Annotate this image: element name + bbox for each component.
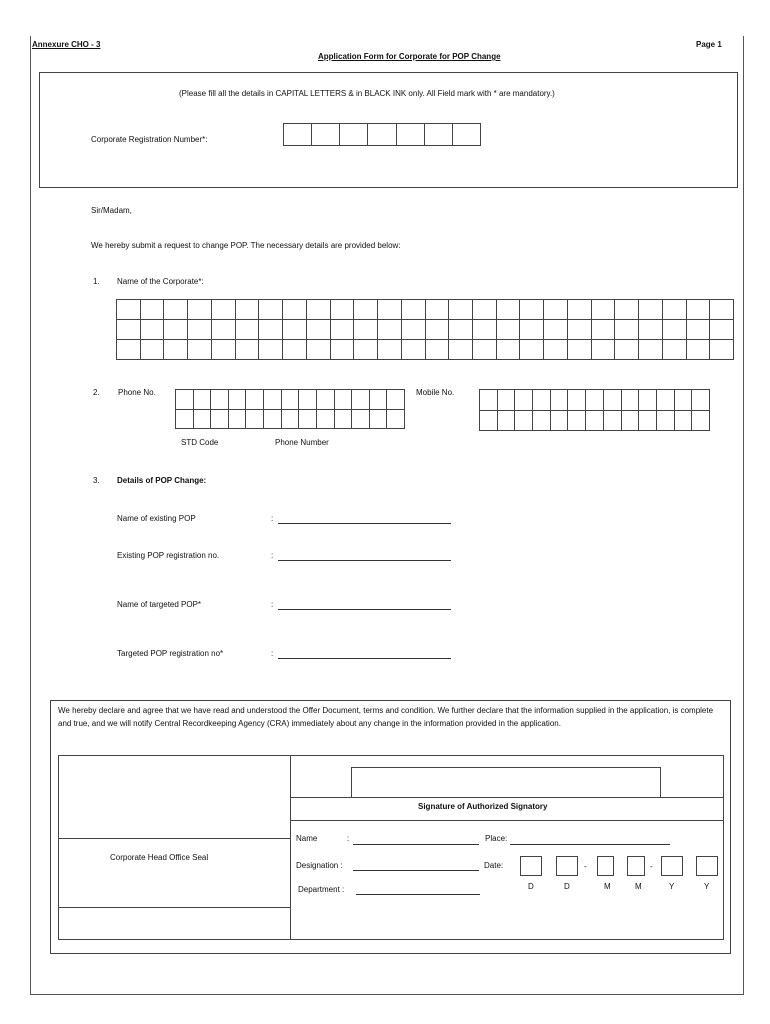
section1-label: Name of the Corporate*: xyxy=(117,277,204,286)
mobile-cell[interactable] xyxy=(551,411,569,432)
date-letter-m2: M xyxy=(635,882,642,891)
corporate-name-cell[interactable] xyxy=(188,300,212,320)
corporate-name-cell[interactable] xyxy=(236,300,260,320)
corporate-name-cell[interactable] xyxy=(402,320,426,340)
corporate-name-cell[interactable] xyxy=(520,300,544,320)
mobile-number-grid[interactable] xyxy=(479,389,710,431)
mobile-cell[interactable] xyxy=(692,390,710,411)
phone-cell[interactable] xyxy=(176,410,194,430)
corporate-name-cell[interactable] xyxy=(117,320,141,340)
corporate-name-cell[interactable] xyxy=(449,320,473,340)
std-code-label: STD Code xyxy=(181,438,219,447)
corporate-name-cell[interactable] xyxy=(164,320,188,340)
corporate-name-cell[interactable] xyxy=(378,320,402,340)
corporate-name-cell[interactable] xyxy=(259,340,283,360)
date-year-box-2[interactable] xyxy=(696,856,718,876)
corporate-name-cell[interactable] xyxy=(426,320,450,340)
mobile-cell[interactable] xyxy=(639,411,657,432)
corporate-name-cell[interactable] xyxy=(520,320,544,340)
phone-number-grid[interactable] xyxy=(175,389,405,429)
phone-cell[interactable] xyxy=(352,390,370,410)
corporate-name-cell[interactable] xyxy=(307,300,331,320)
date-letter-y1: Y xyxy=(669,882,675,891)
phone-number-label: Phone Number xyxy=(275,438,329,447)
targeted-pop-name-input[interactable] xyxy=(278,601,451,610)
phone-cell[interactable] xyxy=(335,410,353,430)
corporate-name-cell[interactable] xyxy=(568,300,592,320)
corporate-name-cell[interactable] xyxy=(449,300,473,320)
field-separator: : xyxy=(271,600,274,609)
corporate-name-cell[interactable] xyxy=(544,320,568,340)
corporate-name-cell[interactable] xyxy=(283,320,307,340)
corporate-name-cell[interactable] xyxy=(687,300,711,320)
corporate-name-cell[interactable] xyxy=(378,300,402,320)
phone-cell[interactable] xyxy=(370,390,388,410)
corporate-name-cell[interactable] xyxy=(687,320,711,340)
instructions-text: (Please fill all the details in CAPITAL LETTERS & in BLACK INK only. All Field mark with * are mandatory.) xyxy=(179,89,555,98)
corporate-name-cell[interactable] xyxy=(164,340,188,360)
intro-text: We hereby submit a request to change POP. The necessary details are provided below: xyxy=(91,241,401,250)
corporate-name-cell[interactable] xyxy=(212,300,236,320)
corporate-name-cell[interactable] xyxy=(141,320,165,340)
existing-pop-name-label: Name of existing POP xyxy=(117,514,196,523)
corporate-name-cell[interactable] xyxy=(687,340,711,360)
corporate-name-cell[interactable] xyxy=(212,340,236,360)
corporate-name-cell[interactable] xyxy=(307,340,331,360)
declaration-text: We hereby declare and agree that we have read and understood the Offer Document, terms and condition. We further declare that the information supplied in the application, is complete and true, and we will notify Central Recordkeeping Agency (CRA) immediately about any change in the information provided in the application. xyxy=(58,706,714,728)
phone-cell[interactable] xyxy=(299,390,317,410)
corporate-name-cell[interactable] xyxy=(378,340,402,360)
section2-number: 2. xyxy=(93,388,100,397)
existing-pop-name-input[interactable] xyxy=(278,515,451,524)
mobile-cell[interactable] xyxy=(675,411,693,432)
designation-label: Designation : xyxy=(296,861,343,870)
registration-cell[interactable] xyxy=(453,124,481,146)
mobile-cell[interactable] xyxy=(551,390,569,411)
corporate-name-cell[interactable] xyxy=(473,340,497,360)
mobile-cell[interactable] xyxy=(622,411,640,432)
mobile-cell[interactable] xyxy=(586,411,604,432)
corporate-name-cell[interactable] xyxy=(236,320,260,340)
corporate-name-cell[interactable] xyxy=(426,340,450,360)
corporate-name-cell[interactable] xyxy=(663,320,687,340)
phone-cell[interactable] xyxy=(229,410,247,430)
corporate-name-cell[interactable] xyxy=(615,320,639,340)
corporate-name-cell[interactable] xyxy=(568,320,592,340)
corporate-name-cell[interactable] xyxy=(473,300,497,320)
corporate-name-cell[interactable] xyxy=(164,300,188,320)
phone-cell[interactable] xyxy=(264,410,282,430)
mobile-cell[interactable] xyxy=(480,411,498,432)
corporate-name-cell[interactable] xyxy=(615,340,639,360)
mobile-cell[interactable] xyxy=(622,390,640,411)
date-letter-d1: D xyxy=(528,882,534,891)
phone-cell[interactable] xyxy=(282,410,300,430)
corporate-name-cell[interactable] xyxy=(354,300,378,320)
phone-cell[interactable] xyxy=(387,410,405,430)
place-label: Place: xyxy=(485,834,508,843)
phone-cell[interactable] xyxy=(211,390,229,410)
corporate-name-cell[interactable] xyxy=(663,340,687,360)
corporate-name-cell[interactable] xyxy=(592,340,616,360)
phone-cell[interactable] xyxy=(387,390,405,410)
registration-cell[interactable] xyxy=(284,124,312,146)
date-day-box-2[interactable] xyxy=(556,856,578,876)
corporate-name-cell[interactable] xyxy=(449,340,473,360)
corporate-name-cell[interactable] xyxy=(141,340,165,360)
corporate-name-cell[interactable] xyxy=(426,300,450,320)
phone-cell[interactable] xyxy=(317,410,335,430)
corporate-name-cell[interactable] xyxy=(331,320,355,340)
corporate-name-cell[interactable] xyxy=(710,300,734,320)
corporate-name-cell[interactable] xyxy=(188,320,212,340)
corporate-name-cell[interactable] xyxy=(117,340,141,360)
phone-cell[interactable] xyxy=(352,410,370,430)
corporate-name-cell[interactable] xyxy=(520,340,544,360)
field-separator: : xyxy=(271,551,274,560)
mobile-cell[interactable] xyxy=(533,390,551,411)
corporate-name-cell[interactable] xyxy=(615,300,639,320)
targeted-pop-name-label: Name of targeted POP* xyxy=(117,600,202,609)
registration-cell[interactable] xyxy=(425,124,453,146)
corporate-name-cell[interactable] xyxy=(402,340,426,360)
corporate-name-cell[interactable] xyxy=(354,320,378,340)
mobile-cell[interactable] xyxy=(586,390,604,411)
table-divider-vertical xyxy=(290,755,291,940)
date-separator: - xyxy=(650,862,653,871)
phone-cell[interactable] xyxy=(246,390,264,410)
mobile-cell[interactable] xyxy=(480,390,498,411)
corporate-name-cell[interactable] xyxy=(331,340,355,360)
phone-label: Phone No. xyxy=(118,388,156,397)
corporate-name-grid[interactable] xyxy=(116,299,734,360)
corporate-name-cell[interactable] xyxy=(710,320,734,340)
date-day-box-1[interactable] xyxy=(520,856,542,876)
corporate-name-cell[interactable] xyxy=(117,300,141,320)
mobile-cell[interactable] xyxy=(657,390,675,411)
date-year-box-1[interactable] xyxy=(661,856,683,876)
phone-cell[interactable] xyxy=(229,390,247,410)
phone-cell[interactable] xyxy=(194,390,212,410)
section3-number: 3. xyxy=(93,476,100,485)
mobile-cell[interactable] xyxy=(604,390,622,411)
mobile-cell[interactable] xyxy=(604,411,622,432)
mobile-cell[interactable] xyxy=(568,411,586,432)
existing-pop-reg-label: Existing POP registration no. xyxy=(117,551,220,560)
signature-box[interactable] xyxy=(351,767,661,798)
corporate-name-cell[interactable] xyxy=(188,340,212,360)
page-number: Page 1 xyxy=(696,40,722,49)
phone-cell[interactable] xyxy=(176,390,194,410)
section1-number: 1. xyxy=(93,277,100,286)
corporate-name-cell[interactable] xyxy=(354,340,378,360)
date-month-box-2[interactable] xyxy=(627,856,645,876)
mobile-cell[interactable] xyxy=(498,390,516,411)
phone-cell[interactable] xyxy=(264,390,282,410)
registration-cell[interactable] xyxy=(312,124,340,146)
corporate-name-cell[interactable] xyxy=(473,320,497,340)
form-title: Application Form for Corporate for POP Change xyxy=(318,52,501,61)
seal-bottom-divider xyxy=(58,907,290,908)
mobile-label: Mobile No. xyxy=(416,388,455,397)
date-letter-y2: Y xyxy=(704,882,710,891)
corporate-name-cell[interactable] xyxy=(663,300,687,320)
targeted-pop-reg-input[interactable] xyxy=(278,650,451,659)
registration-cell[interactable] xyxy=(340,124,368,146)
corporate-name-cell[interactable] xyxy=(331,300,355,320)
registration-cell[interactable] xyxy=(397,124,425,146)
mobile-cell[interactable] xyxy=(657,411,675,432)
signature-label: Signature of Authorized Signatory xyxy=(418,802,548,811)
name-label: Name xyxy=(296,834,318,843)
name-input[interactable] xyxy=(353,836,479,845)
corporate-name-cell[interactable] xyxy=(639,340,663,360)
annexure-label: Annexure CHO - 3 xyxy=(32,40,101,49)
mobile-cell[interactable] xyxy=(515,390,533,411)
corporate-name-cell[interactable] xyxy=(497,300,521,320)
department-input[interactable] xyxy=(356,886,480,895)
corporate-name-cell[interactable] xyxy=(544,300,568,320)
corporate-name-cell[interactable] xyxy=(141,300,165,320)
corporate-name-cell[interactable] xyxy=(710,340,734,360)
registration-cell[interactable] xyxy=(368,124,396,146)
phone-cell[interactable] xyxy=(194,410,212,430)
phone-cell[interactable] xyxy=(246,410,264,430)
seal-label: Corporate Head Office Seal xyxy=(110,853,209,862)
targeted-pop-reg-label: Targeted POP registration no* xyxy=(117,649,224,658)
mobile-cell[interactable] xyxy=(639,390,657,411)
date-letter-d2: D xyxy=(564,882,570,891)
place-input[interactable] xyxy=(510,836,670,845)
mobile-cell[interactable] xyxy=(515,411,533,432)
mobile-cell[interactable] xyxy=(498,411,516,432)
existing-pop-reg-input[interactable] xyxy=(278,552,451,561)
phone-cell[interactable] xyxy=(335,390,353,410)
section3-label: Details of POP Change: xyxy=(117,476,207,485)
date-label: Date: xyxy=(484,861,504,870)
corporate-name-cell[interactable] xyxy=(497,340,521,360)
signature-divider-bottom xyxy=(290,820,724,821)
field-separator: : xyxy=(271,514,274,523)
corporate-name-cell[interactable] xyxy=(639,300,663,320)
salutation: Sir/Madam, xyxy=(91,206,132,215)
date-separator: - xyxy=(584,862,587,871)
registration-number-boxes[interactable] xyxy=(283,123,481,146)
mobile-cell[interactable] xyxy=(533,411,551,432)
name-separator: : xyxy=(347,834,350,843)
field-separator: : xyxy=(271,649,274,658)
corporate-name-cell[interactable] xyxy=(568,340,592,360)
seal-top-divider xyxy=(58,838,290,839)
corporate-name-cell[interactable] xyxy=(307,320,331,340)
corporate-name-cell[interactable] xyxy=(544,340,568,360)
corporate-name-cell[interactable] xyxy=(592,300,616,320)
department-label: Department : xyxy=(298,885,345,894)
corporate-name-cell[interactable] xyxy=(639,320,663,340)
registration-label: Corporate Registration Number*: xyxy=(91,135,208,144)
date-letter-m1: M xyxy=(604,882,611,891)
corporate-name-cell[interactable] xyxy=(283,340,307,360)
mobile-cell[interactable] xyxy=(675,390,693,411)
phone-cell[interactable] xyxy=(211,410,229,430)
phone-cell[interactable] xyxy=(299,410,317,430)
phone-cell[interactable] xyxy=(282,390,300,410)
corporate-name-cell[interactable] xyxy=(259,320,283,340)
phone-cell[interactable] xyxy=(317,390,335,410)
designation-input[interactable] xyxy=(353,862,479,871)
date-month-box-1[interactable] xyxy=(597,856,614,876)
corporate-name-cell[interactable] xyxy=(259,300,283,320)
corporate-name-cell[interactable] xyxy=(236,340,260,360)
mobile-cell[interactable] xyxy=(568,390,586,411)
corporate-name-cell[interactable] xyxy=(497,320,521,340)
corporate-name-cell[interactable] xyxy=(402,300,426,320)
corporate-name-cell[interactable] xyxy=(592,320,616,340)
corporate-name-cell[interactable] xyxy=(212,320,236,340)
corporate-name-cell[interactable] xyxy=(283,300,307,320)
phone-cell[interactable] xyxy=(370,410,388,430)
mobile-cell[interactable] xyxy=(692,411,710,432)
